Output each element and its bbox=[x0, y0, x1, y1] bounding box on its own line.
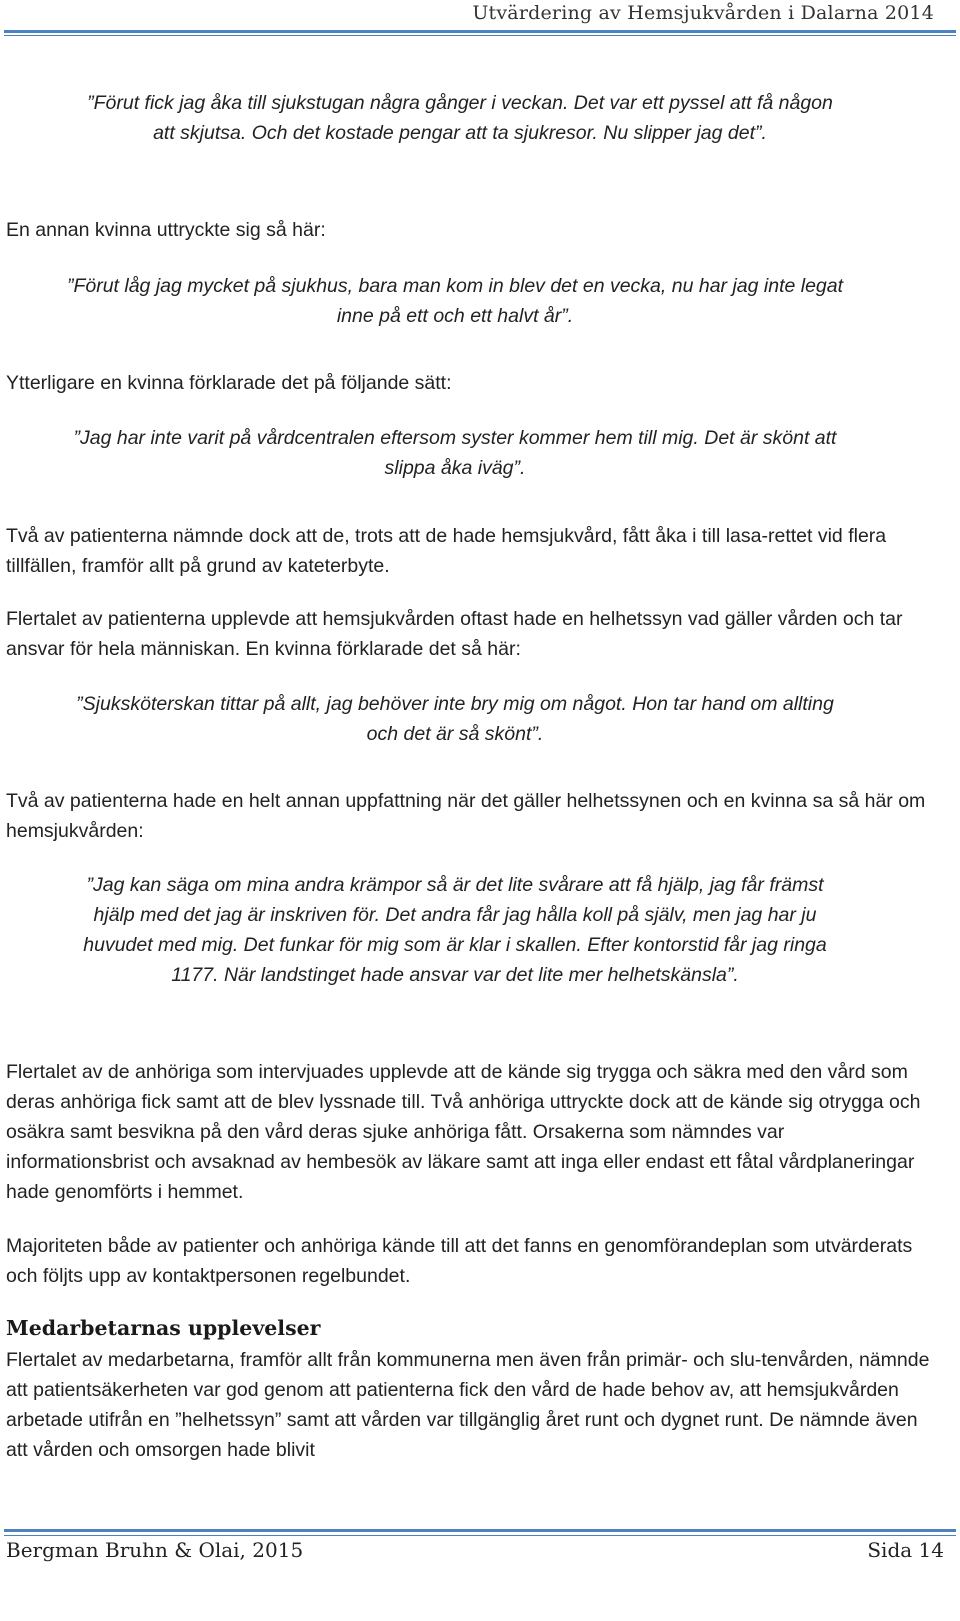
paragraph-5: Majoriteten både av patienter och anhöriga kände till att det fanns en genomförandeplan som utvärderats och följts upp av kontaktpersonen regelbundet. bbox=[6, 1235, 913, 1287]
quote-4: ”Sjuksköterskan tittar på allt, jag behöver inte bry mig om något. Hon tar hand om allting och det är så skönt”. bbox=[76, 693, 834, 745]
intro-paragraph-3: Ytterligare en kvinna förklarade det på följande sätt: bbox=[6, 372, 452, 394]
paragraph-3: Två av patienterna hade en helt annan uppfattning när det gäller helhetssynen och en kvinna sa så här om hemsjukvården: bbox=[6, 790, 926, 842]
header-rule bbox=[4, 30, 956, 33]
paragraph-4: Flertalet av de anhöriga som intervjuades upplevde att de kände sig trygga och säkra med den vård som deras anhöriga fick samt att de blev lyssnade till. Två anhöriga uttryckte dock att de kände sig otrygga och osäkra samt besvikna på den vård deras sjuke anhöriga fått. Orsakerna som nämndes var informationsbrist och avsaknad av hembesök av läkare samt att inga eller endast ett fåtal vårdplaneringar hade genomförts i hemmet. bbox=[6, 1061, 921, 1203]
footer-rule bbox=[4, 1529, 956, 1532]
paragraph-2: Flertalet av patienterna upplevde att hemsjukvården oftast hade en helhetssyn vad gäller vården och tar ansvar för hela människan. En kvinna förklarade det så här: bbox=[6, 608, 903, 660]
quote-3: ”Jag har inte varit på vårdcentralen eftersom syster kommer hem till mig. Det är skönt att slippa åka iväg”. bbox=[73, 427, 837, 479]
document-title: Utvärdering av Hemsjukvården i Dalarna 2014 bbox=[472, 2, 934, 24]
intro-paragraph-2: En annan kvinna uttryckte sig så här: bbox=[6, 219, 326, 241]
section-heading: Medarbetarnas upplevelser bbox=[6, 1316, 321, 1340]
header-rule-thin bbox=[4, 35, 956, 36]
quote-2: ”Förut låg jag mycket på sjukhus, bara man kom in blev det en vecka, nu har jag inte legat inne på ett och ett halvt år”. bbox=[66, 275, 844, 327]
quote-5: ”Jag kan säga om mina andra krämpor så är det lite svårare att få hjälp, jag får främst hjälp med det jag är inskriven för. Det andra får jag hålla koll på själv, men jag har ju huvudet med mig. Det funkar för mig som är klar i skallen. Efter kontorstid får jag ringa 1177. När landstinget hade ansvar var det lite mer helhetskänsla”. bbox=[83, 874, 827, 986]
page-number: Sida 14 bbox=[867, 1538, 944, 1562]
paragraph-1: Två av patienterna nämnde dock att de, trots att de hade hemsjukvård, fått åka i till lasa-rettet vid flera tillfällen, framför allt på grund av kateterbyte. bbox=[6, 525, 887, 577]
footer-authors: Bergman Bruhn & Olai, 2015 bbox=[6, 1538, 304, 1562]
footer-rule-thin bbox=[4, 1535, 956, 1536]
page-header bbox=[0, 0, 960, 38]
paragraph-6: Flertalet av medarbetarna, framför allt från kommunerna men även från primär- och slu-tenvården, nämnde att patientsäkerheten var god genom att patienterna fick den vård de hade behov av, att hemsjukvården arbetade utifrån en ”helhetssyn” samt att vården var tillgänglig året runt och dygnet runt. De nämnde även att vården och omsorgen hade blivit bbox=[6, 1349, 930, 1461]
quote-1: ”Förut fick jag åka till sjukstugan några gånger i veckan. Det var ett pyssel att få någon att skjutsa. Och det kostade pengar att ta sjukresor. Nu slipper jag det”. bbox=[87, 92, 833, 144]
